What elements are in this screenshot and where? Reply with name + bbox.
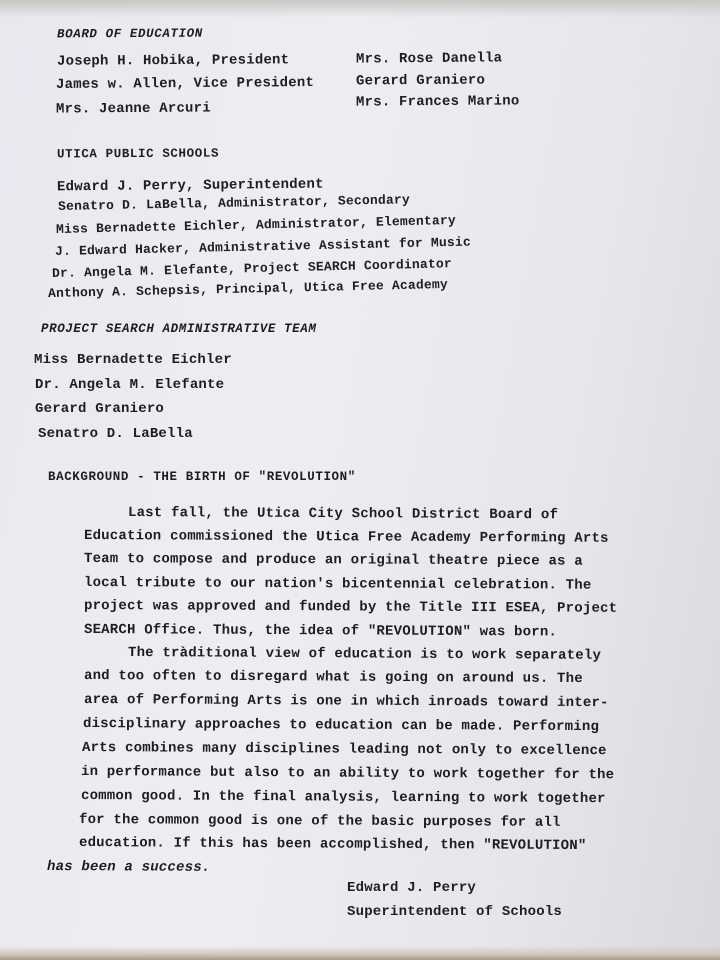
body-line: SEARCH Office. Thus, the idea of "REVOLUTION" was born.: [83, 622, 558, 641]
body-line: area of Performing Arts is one in which inroads toward inter-: [83, 692, 609, 712]
signature-name: Edward J. Perry: [347, 880, 477, 896]
board-member: Mrs. Rose Danella: [355, 50, 503, 68]
team-heading: PROJECT SEARCH ADMINISTRATIVE TEAM: [41, 322, 317, 336]
team-member: Senatro D. LaBella: [38, 426, 193, 442]
schools-member: Dr. Angela M. Elefante, Project SEARCH Coordinator: [51, 256, 453, 281]
schools-member: Anthony A. Schepsis, Principal, Utica Free Academy: [47, 276, 449, 301]
body-line: Arts combines many disciplines leading not only to excellence: [81, 740, 607, 760]
team-member: Gerard Graniero: [35, 401, 165, 417]
body-line: education. If this has been accomplished, then "REVOLUTION": [78, 835, 587, 855]
board-member: James w. Allen, Vice President: [55, 74, 315, 94]
body-line: has been a success.: [46, 859, 211, 876]
top-shadow: [0, 0, 720, 18]
body-line: in performance but also to an ability to work together for the: [80, 764, 615, 784]
board-heading: BOARD OF EDUCATION: [56, 26, 203, 42]
board-member: Mrs. Frances Marino: [355, 93, 520, 111]
board-member: Joseph H. Hobika, President: [56, 52, 290, 70]
team-member: Dr. Angela M. Elefante: [35, 377, 225, 393]
body-line: and too often to disregard what is going on around us. The: [83, 668, 583, 688]
schools-member: Edward J. Perry, Superintendent: [56, 176, 324, 196]
bottom-shadow: [0, 946, 720, 960]
body-line: Team to compose and produce an original theatre piece as a: [83, 551, 583, 570]
board-member: Gerard Graniero: [355, 72, 486, 90]
board-member: Mrs. Jeanne Arcuri: [55, 100, 211, 118]
background-heading: BACKGROUND - THE BIRTH OF "REVOLUTION": [48, 470, 356, 484]
schools-member: Miss Bernadette Eichler, Administrator, Elementary: [55, 212, 457, 237]
body-line: disciplinary approaches to education can be made. Performing: [82, 716, 600, 736]
body-line: common good. In the final analysis, learning to work together: [80, 788, 606, 808]
body-line: The tràditional view of education is to work separately: [127, 645, 602, 664]
body-line: Education commissioned the Utica Free Academy Performing Arts: [83, 528, 609, 547]
body-line: local tribute to our nation's bicentennial celebration. The: [83, 575, 592, 594]
schools-member: J. Edward Hacker, Administrative Assistant for Music: [54, 234, 472, 259]
body-line: project was approved and funded by the Title III ESEA, Project: [83, 598, 618, 617]
schools-member: Senatro D. LaBella, Administrator, Secondary: [57, 192, 411, 214]
body-line: for the common good is one of the basic purposes for all: [78, 812, 561, 831]
schools-heading: UTICA PUBLIC SCHOOLS: [56, 146, 220, 162]
signature-title: Superintendent of Schools: [347, 904, 563, 920]
team-member: Miss Bernadette Eichler: [34, 352, 232, 368]
body-line: Last fall, the Utica City School District Board of: [127, 505, 559, 524]
